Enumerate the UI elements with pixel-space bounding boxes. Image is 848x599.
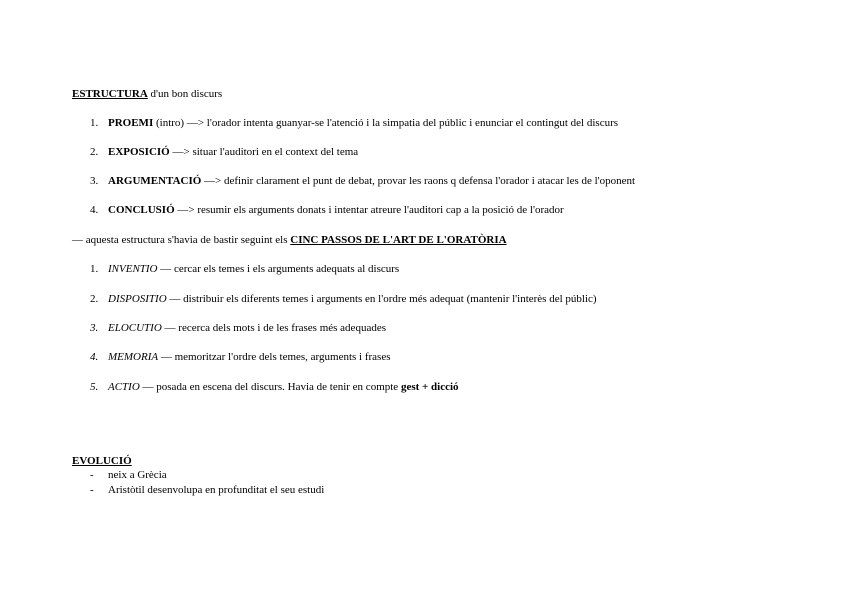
term-memoria: MEMORIA bbox=[108, 351, 159, 363]
term-elocutio: ELOCUTIO bbox=[108, 322, 162, 334]
item-text: — cercar els temes i els arguments adequats al discurs bbox=[157, 263, 400, 275]
estructura-heading: ESTRUCTURA bbox=[72, 88, 148, 100]
passos-item-3 bbox=[90, 321, 386, 335]
list-number: 1. bbox=[90, 263, 99, 275]
list-number: 4. bbox=[90, 204, 99, 216]
item-text: Aristòtil desenvolupa en profunditat el seu estudi bbox=[108, 484, 325, 496]
estructura-item-2 bbox=[90, 145, 358, 159]
term-actio: ACTIO bbox=[108, 381, 140, 393]
term-proemi: PROEMI bbox=[108, 117, 154, 129]
list-number: 2. bbox=[90, 146, 99, 158]
evolucio-item-1 bbox=[90, 468, 167, 482]
estructura-item-1 bbox=[90, 116, 618, 130]
estructura-item-3 bbox=[90, 174, 635, 188]
estructura-heading-suffix: d'un bon discurs bbox=[147, 88, 223, 100]
list-dash: - bbox=[90, 469, 94, 481]
passos-item-4 bbox=[90, 350, 391, 364]
term-extra: (intro) bbox=[153, 117, 185, 129]
evolucio-heading-line bbox=[72, 454, 132, 468]
passos-intro-line bbox=[72, 233, 507, 247]
item-text: — distribuir els diferents temes i arguments en l'ordre més adequat (mantenir l'interès del públic) bbox=[166, 293, 597, 305]
item-text: —> l'orador intenta guanyar-se l'atenció i la simpatia del públic i enunciar el contingut del discurs bbox=[184, 117, 619, 129]
term-conclusio: CONCLUSIÓ bbox=[108, 204, 175, 216]
passos-intro: — aquesta estructura s'havia de bastir seguint els bbox=[72, 234, 291, 246]
evolucio-heading: EVOLUCIÓ bbox=[72, 455, 132, 467]
evolucio-item-2 bbox=[90, 483, 324, 497]
list-number: 2. bbox=[90, 293, 99, 305]
item-text: — recerca dels mots i de les frases més adequades bbox=[161, 322, 386, 334]
item-text: —> definir clarament el punt de debat, provar les raons q defensa l'orador i atacar les de l'oponent bbox=[201, 175, 636, 187]
list-dash: - bbox=[90, 484, 94, 496]
term-exposicio: EXPOSICIÓ bbox=[108, 146, 170, 158]
item-text: — memoritzar l'ordre dels temes, arguments i frases bbox=[158, 351, 391, 363]
passos-item-2 bbox=[90, 292, 597, 306]
passos-heading: CINC PASSOS DE L'ART DE L'ORATÒRIA bbox=[290, 234, 507, 246]
item-bold-end: gest + dicció bbox=[400, 381, 459, 393]
estructura-heading-line bbox=[72, 87, 222, 101]
estructura-item-4 bbox=[90, 203, 564, 217]
term-argumentacio: ARGUMENTACIÓ bbox=[108, 175, 202, 187]
passos-item-5 bbox=[90, 380, 459, 394]
item-text: —> resumir els arguments donats i intentar atreure l'auditori cap a la posició de l'orador bbox=[174, 204, 564, 216]
item-text: — posada en escena del discurs. Havia de tenir en compte bbox=[139, 381, 401, 393]
list-number: 5. bbox=[90, 381, 99, 393]
item-text: —> situar l'auditori en el context del tema bbox=[169, 146, 359, 158]
term-inventio: INVENTIO bbox=[108, 263, 158, 275]
list-number: 3. bbox=[90, 175, 99, 187]
item-text: neix a Grècia bbox=[108, 469, 167, 481]
term-dispositio: DISPOSITIO bbox=[108, 293, 167, 305]
list-number: 4. bbox=[90, 351, 99, 363]
list-number: 3. bbox=[90, 322, 99, 334]
list-number: 1. bbox=[90, 117, 99, 129]
passos-item-1 bbox=[90, 262, 399, 276]
